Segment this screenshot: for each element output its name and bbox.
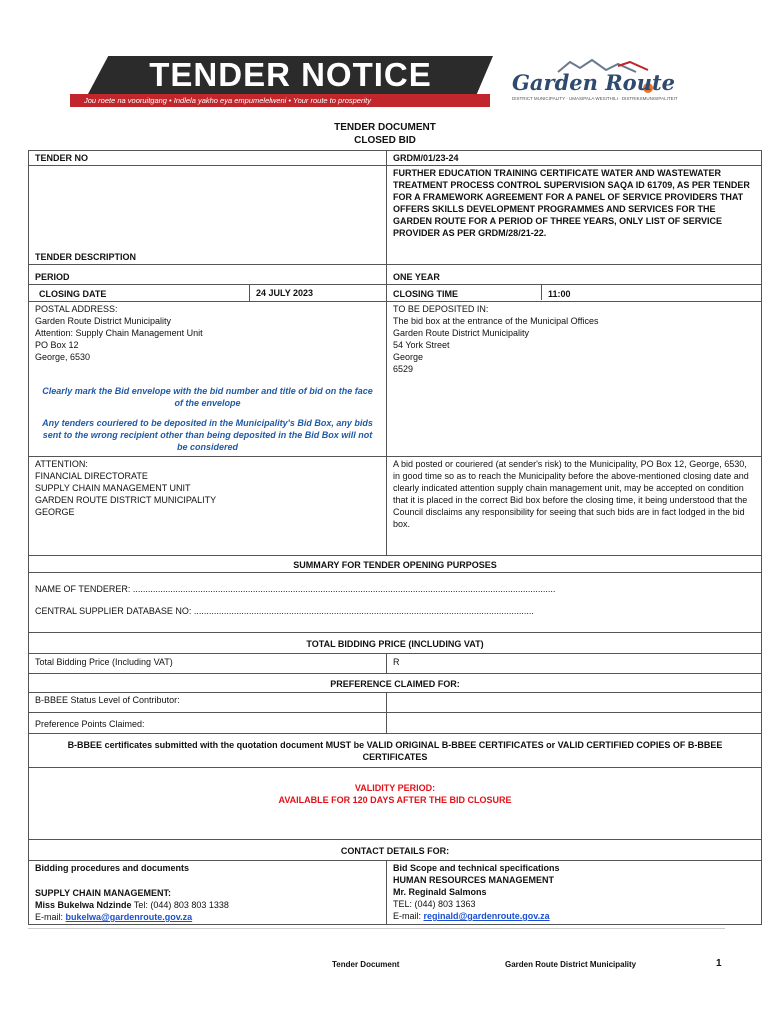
closing-date-value: 24 JULY 2023 xyxy=(250,285,387,301)
preference-heading: PREFERENCE CLAIMED FOR: xyxy=(29,674,762,693)
deposit-cell xyxy=(387,302,762,457)
postal-line: Attention: Supply Chain Management Unit xyxy=(35,328,203,338)
price-heading: TOTAL BIDDING PRICE (INCLUDING VAT) xyxy=(29,633,762,654)
bbbee-certificate-note: B-BBEE certificates submitted with the quotation document MUST be VALID ORIGINAL B-BBEE CERTIFICATES or VALID CERTIFIED COPIES OF B-BBEE CERTIFICATES xyxy=(29,734,762,768)
logo-subtitle: DISTRICT MUNICIPALITY · UMASIPALA WESITHILI · DISTRIKSMUNISIPALITEIT xyxy=(512,96,678,101)
contact-right-name: Mr. Reginald Salmons xyxy=(393,887,487,897)
postal-line: George, 6530 xyxy=(35,352,91,362)
footer-divider xyxy=(28,928,725,929)
contact-heading: CONTACT DETAILS FOR: xyxy=(29,840,762,861)
closing-date-label: CLOSING DATE xyxy=(39,289,107,299)
bbbee-status-field[interactable] xyxy=(387,693,762,713)
contact-left-person xyxy=(35,899,380,911)
preference-points-field[interactable] xyxy=(387,713,762,734)
doc-header-line1: TENDER DOCUMENT xyxy=(334,122,436,133)
attention-line: FINANCIAL DIRECTORATE xyxy=(35,471,148,481)
tenderer-name-field[interactable]: NAME OF TENDERER: ......................................................................................................................................................................... xyxy=(35,584,556,594)
tender-description-label: TENDER DESCRIPTION xyxy=(29,166,387,265)
contact-right-title: Bid Scope and technical specifications xyxy=(393,863,560,873)
closing-time-value: 11:00 xyxy=(548,289,571,299)
attention-line: GARDEN ROUTE DISTRICT MUNICIPALITY xyxy=(35,495,217,505)
doc-header-line2: CLOSED BID xyxy=(354,135,416,146)
deposit-line: The bid box at the entrance of the Municipal Offices xyxy=(393,316,599,326)
closing-time-label: CLOSING TIME xyxy=(387,285,542,300)
attention-line: GEORGE xyxy=(35,507,75,517)
bbbee-status-label: B-BBEE Status Level of Contributor: xyxy=(29,693,387,713)
contact-left-title: Bidding procedures and documents xyxy=(35,863,190,873)
banner-tagline: Jou roete na vooruitgang • Indlela yakho eya empumelelweni • Your route to prosperity xyxy=(70,94,490,107)
closing-date-cell xyxy=(29,285,387,302)
contact-hr-cell xyxy=(387,861,762,925)
contact-left-department: SUPPLY CHAIN MANAGEMENT: xyxy=(35,888,172,898)
contact-left-name: Miss Bukelwa Ndzinde xyxy=(35,900,132,910)
summary-cell xyxy=(29,573,762,633)
footer-document-label: Tender Document xyxy=(332,960,400,969)
contact-right-tel: TEL: (044) 803 1363 xyxy=(393,899,476,909)
deposit-line: 6529 xyxy=(393,364,414,374)
postal-line: PO Box 12 xyxy=(35,340,79,350)
banner-title: TENDER NOTICE xyxy=(149,56,432,93)
courier-note: Any tenders couriered to be deposited in the Municipality's Bid Box, any bids sent to the wrong recipient other than being deposited in the Bid Box will not be considered xyxy=(42,418,373,452)
postal-line: Garden Route District Municipality xyxy=(35,316,172,326)
period-value: ONE YEAR xyxy=(387,265,762,285)
deposit-line: TO BE DEPOSITED IN: xyxy=(393,304,489,314)
bukelwa-email-link[interactable]: bukelwa@gardenroute.gov.za xyxy=(65,912,193,922)
csd-number-field[interactable]: CENTRAL SUPPLIER DATABASE NO: ........................................................................................................................................ xyxy=(35,606,534,616)
attention-cell xyxy=(29,457,387,556)
contact-left-email-row xyxy=(35,911,380,923)
reginald-email-link[interactable]: reginald@gardenroute.gov.za xyxy=(423,911,550,921)
email-label: E-mail: xyxy=(393,911,424,921)
tender-form-table xyxy=(28,150,762,925)
tender-no-label: TENDER NO xyxy=(29,151,387,166)
price-label: Total Bidding Price (Including VAT) xyxy=(29,654,387,674)
closing-time-cell xyxy=(387,285,762,302)
garden-route-logo xyxy=(498,58,678,104)
footer-page-number: 1 xyxy=(716,958,722,969)
deposit-line: George xyxy=(393,352,424,362)
deposit-line: 54 York Street xyxy=(393,340,450,350)
logo-name: Garden Route xyxy=(512,70,676,95)
contact-right-department: HUMAN RESOURCES MANAGEMENT xyxy=(393,875,555,885)
tender-no-value: GRDM/01/23-24 xyxy=(387,151,762,166)
tender-notice-banner xyxy=(68,56,493,108)
period-label: PERIOD xyxy=(29,265,387,285)
contact-right-email-row xyxy=(393,910,755,922)
postal-address-cell xyxy=(29,302,387,457)
preference-points-label: Preference Points Claimed: xyxy=(29,713,387,734)
price-value-field[interactable]: R xyxy=(387,654,762,674)
envelope-note: Clearly mark the Bid envelope with the bid number and title of bid on the face of the envelope xyxy=(42,386,373,408)
courier-conditions: A bid posted or couriered (at sender's risk) to the Municipality, PO Box 12, George, 6530, in good time so as to reach the Municipality before the above-mentioned closing date and clearly indicated attention supply chain management unit, may be accepted on condition that it is placed in the correct Bid box before the closing time, it being understood that the Council disclaims any responsibility for seeing that such bids are in fact lodged in the bid box. xyxy=(387,457,762,556)
attention-line: ATTENTION: xyxy=(35,459,88,469)
validity-title: VALIDITY PERIOD: xyxy=(354,783,436,793)
summary-heading: SUMMARY FOR TENDER OPENING PURPOSES xyxy=(29,556,762,573)
contact-left-tel: Tel: (044) 803 803 1338 xyxy=(131,900,229,910)
email-label: E-mail: xyxy=(35,912,66,922)
postal-line: POSTAL ADDRESS: xyxy=(35,304,118,314)
validity-cell xyxy=(29,768,762,840)
footer-municipality: Garden Route District Municipality xyxy=(505,960,637,969)
deposit-line: Garden Route District Municipality xyxy=(393,328,530,338)
tender-description-value: FURTHER EDUCATION TRAINING CERTIFICATE WATER AND WASTEWATER TREATMENT PROCESS CONTROL SUPERVISION SAQA ID 61709, AS PER TENDER FOR A FRAMEWORK AGREEMENT FOR A PANEL OF SERVICE PROVIDERS THAT OFFERS SKILLS DEVELOPMENT PROGRAMMES AND SERVICES FOR THE GARDEN ROUTE FOR A PERIOD OF THREE YEARS, ONLY LIST OF SERVICE PROVIDER AS PER GRDM/28/21-22. xyxy=(387,166,762,265)
attention-line: SUPPLY CHAIN MANAGEMENT UNIT xyxy=(35,483,191,493)
contact-scm-cell xyxy=(29,861,387,925)
validity-duration: AVAILABLE FOR 120 DAYS AFTER THE BID CLOSURE xyxy=(278,795,512,805)
